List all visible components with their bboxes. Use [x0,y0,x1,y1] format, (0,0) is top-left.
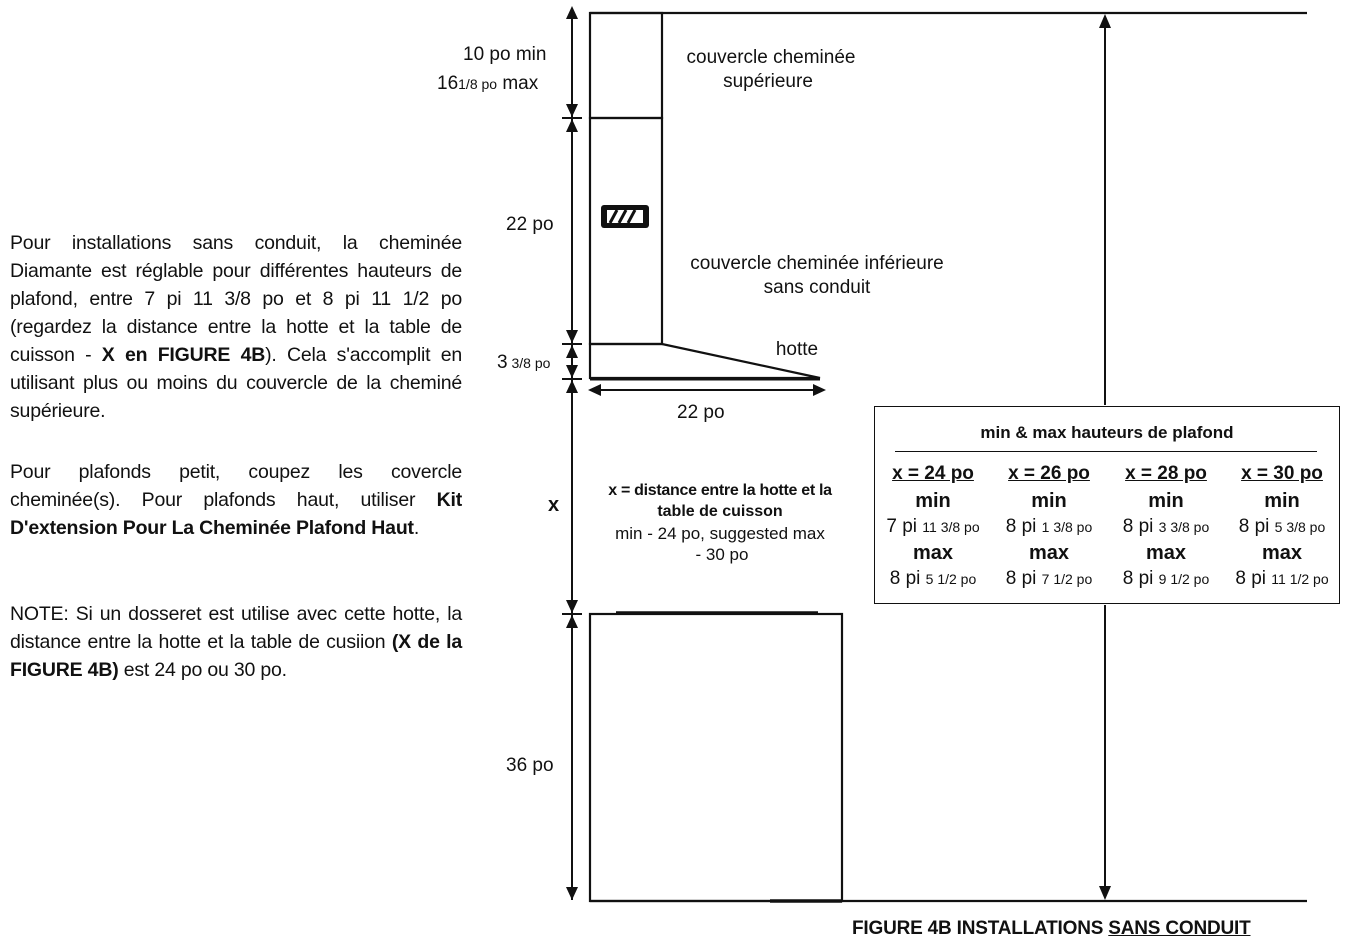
min-label: min [1148,490,1184,512]
hood-width-label: 22 po [677,402,725,423]
max-value: 8 pi 11 1/2 po [1235,568,1329,589]
table-column [991,459,1107,593]
lower-chimney-cover [590,118,662,344]
min-value: 8 pi 1 3/8 po [1005,516,1093,537]
x-note-line-4: - 30 po [695,545,749,564]
paragraph-text: NOTE: Si un dosseret est utilise avec cette hotte, la distance entre la hotte et la table de cusiion [10,603,462,653]
lower-cover-label-2: sans conduit [763,277,871,298]
lower-cover-label: couvercle cheminée inférieure [690,253,944,274]
upper-cover-label-2: supérieure [723,71,813,92]
x-dimension-label: x [548,494,560,516]
brand-badge-icon [601,205,649,228]
table-column [1108,459,1224,593]
x-note-line-2: table de cuisson [657,503,783,520]
caption-underlined: SANS CONDUIT [1108,918,1251,939]
hood-label: hotte [775,339,819,360]
upper-max-label: 161/8 po max [437,73,539,94]
table-column [1224,459,1340,593]
upper-cover-label: couvercle cheminée [686,47,856,68]
upper-chimney-cover [590,13,662,118]
table-divider [895,451,1317,452]
min-value: 8 pi 3 3/8 po [1122,516,1210,537]
max-label: max [1145,542,1187,564]
paragraph-text: ). Cela s'accomplit en utilisant plus ou moins du couvercle de la cheminé supérieure. [10,344,462,422]
min-value: 7 pi 11 3/8 po [886,516,980,537]
max-label: max [1028,542,1070,564]
cabinet-height-label: 36 po [506,755,554,776]
paragraph-text: est 24 po ou 30 po. [118,659,287,681]
min-label: min [1264,490,1300,512]
extension-kit-name: Kit D'extension Pour La Cheminée Plafond Haut [10,489,462,539]
x-note-line-3: min - 24 po, suggested max [615,524,825,543]
column-header: x = 30 po [1241,463,1323,484]
column-header: x = 28 po [1125,463,1207,484]
max-label: max [912,542,954,564]
caption-prefix: FIGURE 4B INSTALLATIONS [852,918,1109,939]
max-value: 8 pi 9 1/2 po [1122,568,1210,589]
x-note-line-1: x = distance entre la hotte et la [608,482,832,499]
paragraph-text: . [413,517,420,539]
column-header: x = 24 po [892,463,974,484]
paragraph-text: Pour plafonds petit, coupez les covercle cheminée(s). Pour plafonds haut, utiliser [10,461,462,511]
min-label: min [1031,490,1067,512]
paragraph-text: Pour installations sans conduit, la cheminée Diamante est réglable pour différentes hauteurs de plafond, entre 7 pi 11 3/8 po et 8 pi 11 1/2 po (regardez la distance entre la hotte et la table de cuisson - [10,232,462,366]
table-title: min & max hauteurs de plafond [980,423,1234,442]
min-value: 8 pi 5 3/8 po [1238,516,1326,537]
max-value: 8 pi 5 1/2 po [889,568,977,589]
table-column [875,459,991,593]
hood-height-label: 3 3/8 po [497,352,551,373]
base-cabinet [590,614,842,901]
upper-min-label: 10 po min [463,44,547,65]
figure-reference: X en FIGURE 4B [101,344,266,366]
ceiling-height-table [874,406,1340,604]
max-label: max [1261,542,1303,564]
min-label: min [915,490,951,512]
max-value: 8 pi 7 1/2 po [1005,568,1093,589]
figure-caption [852,918,1251,940]
lower-cover-height-label: 22 po [506,214,554,235]
column-header: x = 26 po [1008,463,1090,484]
figure-reference: (X de la FIGURE 4B) [10,631,462,681]
